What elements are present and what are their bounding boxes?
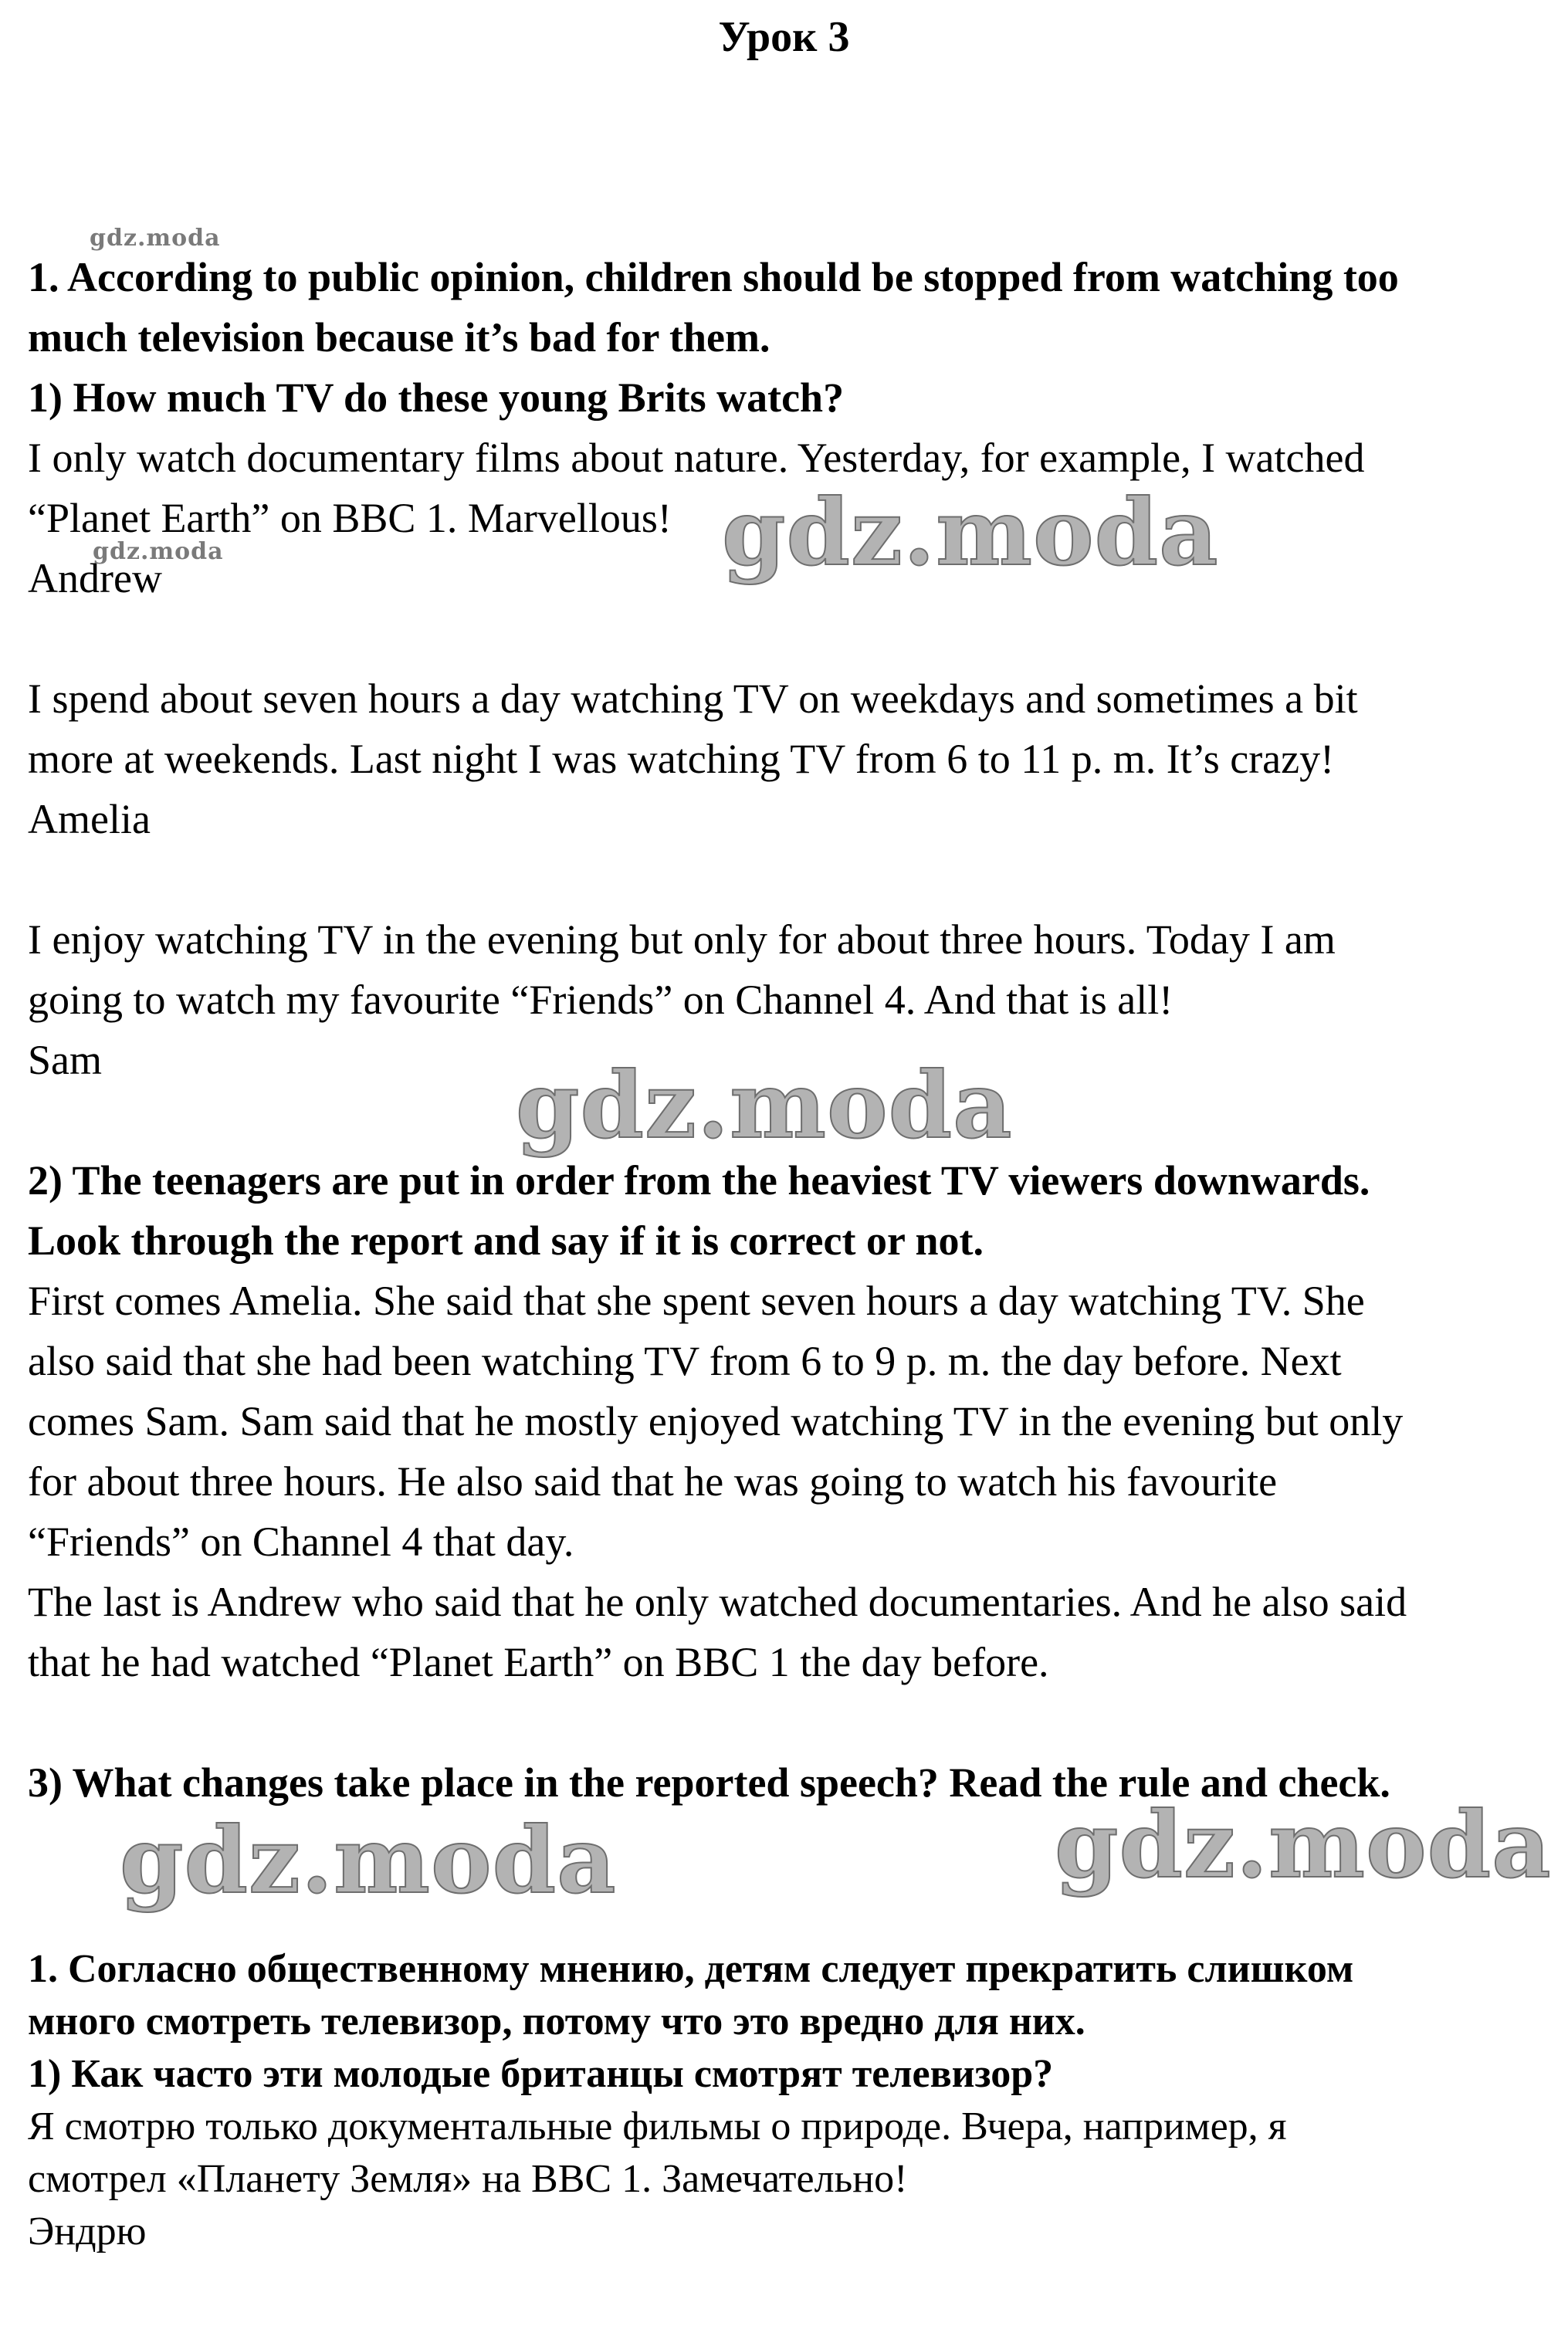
- watermark-large-4: gdz.moda: [1055, 1791, 1552, 1898]
- report-line-2: also said that she had been watching TV from 6 to 9 p. m. the day before. Next: [28, 1338, 1342, 1384]
- watermark-large-2: gdz.moda: [516, 1051, 1013, 1159]
- watermark-small-1: gdz.moda: [90, 225, 221, 252]
- andrew-text-line-1: I only watch documentary films about nature. Yesterday, for example, I watched: [28, 435, 1365, 481]
- amelia-text-line-1: I spend about seven hours a day watching TV on weekdays and sometimes a bit: [28, 676, 1358, 722]
- amelia-text-line-2: more at weekends. Last night I was watching TV from 6 to 11 p. m. It’s crazy!: [28, 736, 1335, 782]
- report-line-1: First comes Amelia. She said that she spent seven hours a day watching TV. She: [28, 1278, 1365, 1324]
- ru-task-1-heading-line-2: много смотреть телевизор, потому что это вредно для них.: [28, 1999, 1085, 2043]
- report-line-7: that he had watched “Planet Earth” on BBC 1 the day before.: [28, 1639, 1049, 1685]
- amelia-signature: Amelia: [28, 796, 151, 842]
- ru-question-1-heading: 1) Как часто эти молодые британцы смотрят телевизор?: [28, 2052, 1054, 2096]
- question-2-heading-line-1: 2) The teenagers are put in order from the heaviest TV viewers downwards.: [28, 1157, 1370, 1204]
- report-line-4: for about three hours. He also said that he was going to watch his favourite: [28, 1458, 1278, 1505]
- report-line-5: “Friends” on Channel 4 that day.: [28, 1519, 574, 1565]
- task-1-heading-line-1: 1. According to public opinion, children should be stopped from watching too: [28, 254, 1399, 300]
- ru-andrew-signature: Эндрю: [28, 2209, 147, 2253]
- ru-andrew-text-line-2: смотрел «Планету Земля» на BBC 1. Замечательно!: [28, 2157, 908, 2201]
- question-2-heading-line-2: Look through the report and say if it is correct or not.: [28, 1217, 984, 1264]
- sam-text-line-2: going to watch my favourite “Friends” on Channel 4. And that is all!: [28, 977, 1173, 1023]
- sam-signature: Sam: [28, 1037, 103, 1083]
- question-1-heading: 1) How much TV do these young Brits watch?: [28, 374, 845, 421]
- ru-andrew-text-line-1: Я смотрю только документальные фильмы о природе. Вчера, например, я: [28, 2104, 1287, 2148]
- watermark-large-1: gdz.moda: [722, 479, 1219, 586]
- andrew-text-line-2: “Planet Earth” on BBC 1. Marvellous!: [28, 495, 672, 541]
- report-line-6: The last is Andrew who said that he only watched documentaries. And he also said: [28, 1579, 1407, 1625]
- sam-text-line-1: I enjoy watching TV in the evening but only for about three hours. Today I am: [28, 916, 1336, 963]
- watermark-small-2: gdz.moda: [93, 538, 224, 565]
- watermark-large-3: gdz.moda: [120, 1806, 617, 1914]
- question-3-heading: 3) What changes take place in the reported speech? Read the rule and check.: [28, 1759, 1390, 1806]
- task-1-heading-line-2: much television because it’s bad for them.: [28, 314, 770, 361]
- ru-task-1-heading-line-1: 1. Согласно общественному мнению, детям следует прекратить слишком: [28, 1947, 1354, 1991]
- page-title: Урок 3: [718, 13, 850, 61]
- report-line-3: comes Sam. Sam said that he mostly enjoyed watching TV in the evening but only: [28, 1398, 1404, 1444]
- andrew-signature: Andrew: [28, 555, 162, 601]
